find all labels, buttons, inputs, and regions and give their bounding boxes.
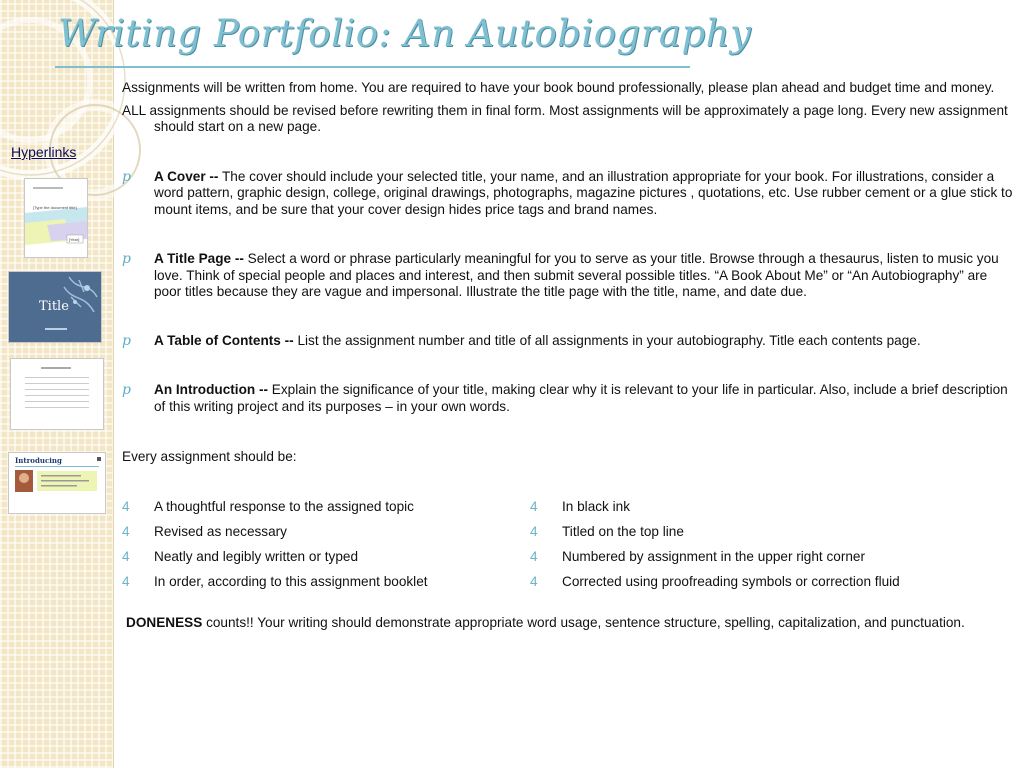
item-text: List the assignment number and title of all assignments in your autobiography. Title each contents page. (293, 332, 921, 348)
introduction-preview-graphic (9, 453, 105, 513)
cover-page-thumbnail[interactable] (24, 178, 88, 258)
hyperlinks-link[interactable]: Hyperlinks (11, 144, 77, 160)
check-marker: 4 (530, 548, 538, 564)
checklist-item (530, 499, 930, 516)
checklist-text: In order, according to this assignment booklet (154, 573, 428, 589)
check-marker: 4 (122, 498, 130, 514)
assignment-item-table-of-contents (122, 333, 1014, 350)
bullet-marker: p (122, 332, 131, 349)
checklist-item (530, 549, 930, 566)
title-page-preview-graphic (9, 272, 101, 342)
bullet-marker: p (122, 168, 131, 185)
intro-paragraph-budget: Assignments will be written from home. You are required to have your book bound professionally, please plan ahead and budget time and money. (122, 80, 995, 95)
check-marker: 4 (122, 573, 130, 589)
table-of-contents-thumbnail[interactable] (10, 358, 104, 430)
check-marker: 4 (530, 573, 538, 589)
doneness-term: DONENESS (126, 615, 203, 630)
checklist-item (122, 524, 522, 541)
introduction-thumbnail[interactable] (8, 452, 106, 514)
checklist-item (530, 574, 930, 591)
checklist-item (122, 499, 522, 516)
intro-paragraph-revision: ALL assignments should be revised before rewriting them in final form. Most assignments will be approximately a page long. Every new assignment should start on a new page. (122, 102, 1008, 134)
item-text: The cover should include your selected title, your name, and an illustration appropriate for your book. For illustrations, consider a word pattern, graphic design, college, original drawings, photographs, magazine pictures , quotations, etc. Use rubber cement or a glue stick to mount items, and be sure that your cover design hides price tags and brand names. (154, 168, 1013, 217)
check-marker: 4 (530, 523, 538, 539)
cover-thumb-year-text: [Year] (69, 237, 80, 242)
requirements-checklist (122, 499, 1014, 591)
bullet-marker: p (122, 382, 131, 398)
checklist-text: Corrected using proofreading symbols or correction fluid (562, 573, 900, 589)
item-text: Select a word or phrase particularly meaningful for you to serve as your title. Browse through a thesaurus, listen to music you love. Think of special people and places and interest, and then submit several possible titles. “A Book About Me” or “An Autobiography” are poor titles because they are vague and impersonal. Illustrate the title page with the title, name, and date due. (154, 251, 999, 299)
checklist-text: Neatly and legibly written or typed (154, 548, 359, 564)
checklist-item (122, 574, 522, 591)
every-assignment-label: Every assignment should be: (122, 449, 297, 464)
checklist-text: Numbered by assignment in the upper right corner (562, 548, 865, 564)
item-text: Explain the significance of your title, making clear why it is relevant to your life in particular. Also, include a brief description of this writing project and its purposes – in your own words. (154, 382, 1008, 414)
check-marker: 4 (122, 548, 130, 564)
checklist-text: In black ink (562, 498, 631, 514)
checklist-item (122, 549, 522, 566)
cover-thumb-title-text: [Type the document title] (33, 205, 77, 210)
doneness-paragraph (122, 615, 1014, 632)
item-term: An Introduction -- (154, 382, 269, 397)
item-term: A Title Page -- (154, 251, 244, 266)
cover-page-preview-graphic (25, 179, 87, 257)
bullet-marker: p (122, 251, 131, 267)
checklist-text: Titled on the top line (562, 523, 684, 539)
title-thumb-text: Title (39, 299, 69, 314)
doneness-text: counts!! Your writing should demonstrate appropriate word usage, sentence structure, spelling, capitalization, and punctuation. (202, 615, 965, 630)
check-marker: 4 (530, 498, 538, 514)
assignment-item-title-page (122, 251, 1014, 301)
checklist-item (530, 524, 930, 541)
item-term: A Table of Contents -- (154, 332, 294, 348)
page-title: Writing Portfolio: An Autobiography (58, 12, 752, 55)
main-content (122, 80, 1014, 645)
title-page-thumbnail[interactable] (8, 271, 102, 343)
toc-preview-graphic (11, 359, 103, 429)
checklist-text: Revised as necessary (154, 523, 287, 539)
item-term: A Cover -- (154, 168, 219, 184)
assignment-item-cover (122, 169, 1014, 219)
assignment-item-introduction (122, 382, 1014, 415)
check-marker: 4 (122, 523, 130, 539)
intro-thumb-heading: Introducing (15, 456, 62, 465)
checklist-text: A thoughtful response to the assigned topic (154, 498, 414, 514)
title-underline (55, 66, 690, 68)
